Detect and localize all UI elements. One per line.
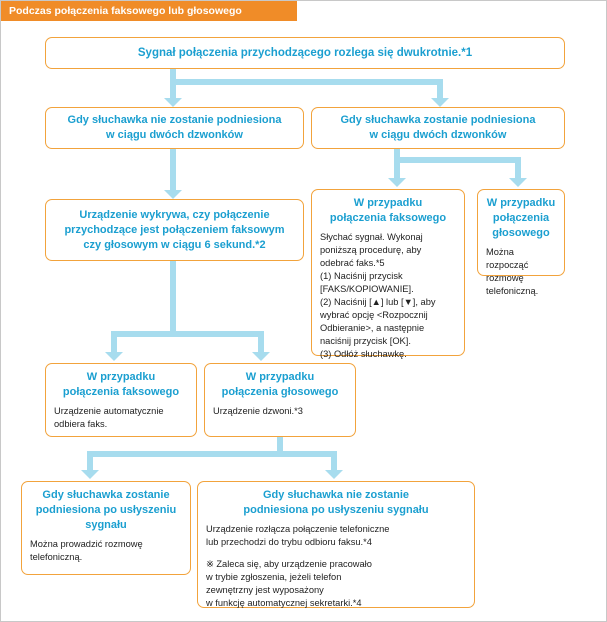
arrowhead-fax-auto-icon xyxy=(105,352,123,361)
node-not-picked-after-signal xyxy=(197,481,475,608)
arrowhead-voice-auto-icon xyxy=(252,352,270,361)
node-no-pickup-line1: Gdy słuchawka nie zostanie podniesiona xyxy=(67,114,282,126)
node-fax-auto-line2: połączenia faksowego xyxy=(62,386,180,398)
node-pickup xyxy=(311,107,565,149)
node-fax-manual-body-5: (2) Naciśnij [▲] lub [▼], aby xyxy=(320,297,436,307)
node-fax-manual-body-2: odebrać faks.*5 xyxy=(320,258,385,268)
node-not-picked-after-signal-body2-1: w trybie zgłoszenia, jeżeli telefon xyxy=(206,572,342,582)
node-not-picked-after-signal-body1-1: lub przechodzi do trybu odbioru faksu.*4 xyxy=(206,537,372,547)
connector-start-horizontal xyxy=(170,79,443,85)
node-not-picked-after-signal-line2: podniesiona po usłyszeniu sygnału xyxy=(243,504,429,516)
node-detect-line1: Urządzenie wykrywa, czy połączenie xyxy=(79,208,270,221)
node-fax-auto xyxy=(45,363,197,437)
node-voice-manual-line2: połączenia xyxy=(492,212,550,224)
node-not-picked-after-signal-line1: Gdy słuchawka nie zostanie xyxy=(262,489,410,501)
node-fax-manual-body-4: [FAKS/KOPIOWANIE]. xyxy=(320,284,414,294)
node-fax-auto-body-0: Urządzenie automatycznie xyxy=(54,406,164,416)
node-picked-after-signal xyxy=(21,481,191,575)
node-fax-manual-line1: W przypadku xyxy=(353,197,423,209)
node-picked-after-signal-body-1: telefoniczną. xyxy=(30,552,83,562)
arrowhead-right-branch-icon xyxy=(431,98,449,107)
node-fax-manual-body-8: naciśnij przycisk [OK]. xyxy=(320,336,411,346)
connector-final-right xyxy=(331,457,337,471)
node-detect xyxy=(45,199,304,261)
node-fax-auto-body xyxy=(54,405,188,431)
node-fax-auto-body-1: odbiera faks. xyxy=(54,419,108,429)
node-voice-manual-line3: głosowego xyxy=(492,227,550,239)
connector-right-branch xyxy=(437,85,443,99)
node-not-picked-after-signal-body2-3: w funkcję automatycznej sekretarki.*4 xyxy=(206,598,362,608)
node-fax-manual-body-7: Odbieranie>, a następnie xyxy=(320,323,425,333)
arrowhead-detect-icon xyxy=(164,190,182,199)
node-voice-auto xyxy=(204,363,356,437)
node-not-picked-after-signal-body xyxy=(206,523,466,610)
node-fax-manual-body xyxy=(320,231,456,361)
node-voice-auto-line1: W przypadku xyxy=(245,371,315,383)
node-voice-manual-line1: W przypadku xyxy=(486,197,556,209)
node-no-pickup-line2: w ciągu dwóch dzwonków xyxy=(106,129,243,141)
node-fax-manual-body-9: (3) Odłóż słuchawkę. xyxy=(320,349,407,359)
node-pickup-line2: w ciągu dwóch dzwonków xyxy=(369,129,507,141)
connector-detect-fax xyxy=(111,337,117,353)
node-voice-manual-body-0: Można rozpocząć xyxy=(486,247,529,270)
node-not-picked-after-signal-body2-0: ※ Zaleca się, aby urządzenie pracowało xyxy=(206,559,372,569)
connector-pickup-horizontal xyxy=(394,157,521,163)
node-fax-manual-body-0: Słychać sygnał. Wykonaj xyxy=(320,232,423,242)
node-picked-after-signal-line1: Gdy słuchawka zostanie xyxy=(42,489,170,501)
connector-no-pickup-detect xyxy=(170,149,176,191)
connector-left-branch xyxy=(170,85,176,99)
connector-detect-vertical xyxy=(170,261,176,331)
node-picked-after-signal-line3: sygnału xyxy=(85,519,127,531)
node-fax-manual xyxy=(311,189,465,359)
connector-pickup-voice xyxy=(515,163,521,179)
connector-detect-voice xyxy=(258,337,264,353)
node-no-pickup xyxy=(45,107,304,149)
arrowhead-final-left-icon xyxy=(81,470,99,479)
node-picked-after-signal-body xyxy=(30,538,182,564)
node-incoming-signal-header: Sygnał połączenia przychodzącego rozlega się dwukrotnie.*1 xyxy=(137,46,473,59)
node-voice-manual-body-1: rozmowę xyxy=(486,273,524,283)
node-detect-line3: czy głosowym w ciągu 6 sekund.*2 xyxy=(83,238,266,251)
node-picked-after-signal-line2: podniesiona po usłyszeniu xyxy=(35,504,177,516)
node-incoming-signal xyxy=(45,37,565,69)
arrowhead-left-branch-icon xyxy=(164,98,182,107)
node-pickup-line1: Gdy słuchawka zostanie podniesiona xyxy=(340,114,536,126)
node-not-picked-after-signal-body2-2: zewnętrzny jest wyposażony xyxy=(206,585,324,595)
node-voice-manual xyxy=(477,189,565,296)
connector-final-horizontal xyxy=(87,451,337,457)
arrowhead-final-right-icon xyxy=(325,470,343,479)
connector-final-left xyxy=(87,457,93,471)
node-voice-auto-body-0: Urządzenie dzwoni.*3 xyxy=(213,406,303,416)
arrowhead-pickup-fax-icon xyxy=(388,178,406,187)
node-fax-manual-body-3: (1) Naciśnij przycisk xyxy=(320,271,403,281)
node-not-picked-after-signal-body1-0: Urządzenie rozłącza połączenie telefoniczne xyxy=(206,524,390,534)
node-picked-after-signal-body-0: Można prowadzić rozmowę xyxy=(30,539,143,549)
connector-detect-horizontal xyxy=(111,331,264,337)
node-voice-manual-body-2: telefoniczną. xyxy=(486,286,539,296)
diagram-title-bar: Podczas połączenia faksowego lub głosowego xyxy=(1,1,297,21)
node-fax-manual-body-6: wybrać opcję <Rozpocznij xyxy=(320,310,428,320)
arrowhead-pickup-voice-icon xyxy=(509,178,527,187)
node-voice-manual-body xyxy=(486,246,556,298)
node-detect-line2: przychodzące jest połączeniem faksowym xyxy=(64,223,285,236)
node-voice-auto-body xyxy=(213,405,347,418)
connector-pickup-fax xyxy=(394,163,400,179)
node-fax-auto-line1: W przypadku xyxy=(86,371,156,383)
node-voice-auto-line2: połączenia głosowego xyxy=(221,386,339,398)
node-fax-manual-body-1: poniższą procedurę, aby xyxy=(320,245,422,255)
node-fax-manual-line2: połączenia faksowego xyxy=(329,212,447,224)
